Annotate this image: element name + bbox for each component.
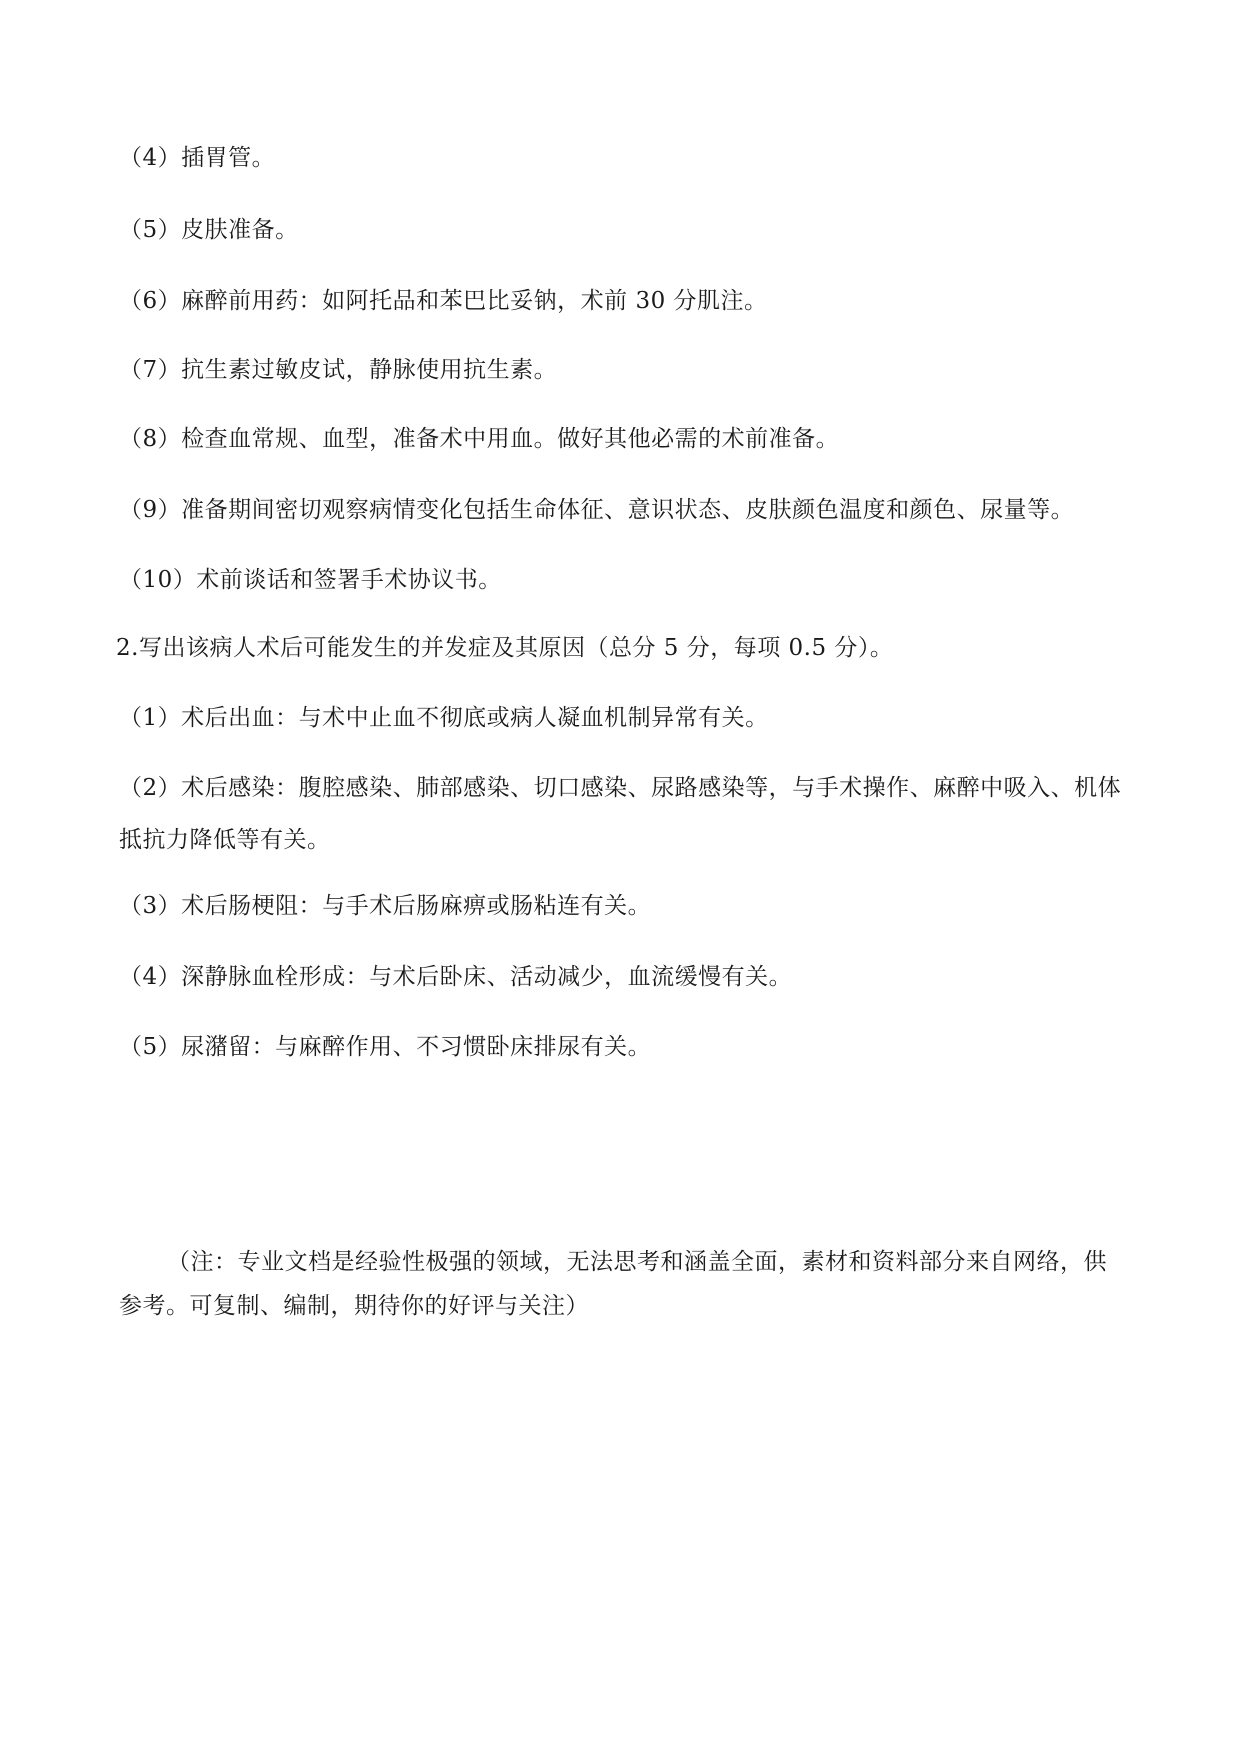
complication-3: （3）术后肠梗阻：与手术后肠麻痹或肠粘连有关。 [119,893,652,919]
prep-item-10: （10）术前谈话和签署手术协议书。 [119,567,502,593]
complication-2: （2）术后感染：腹腔感染、肺部感染、切口感染、尿路感染等，与手术操作、麻醉中吸入、机体抵抗力降低等有关。 [119,775,1122,853]
prep-item-7: （7）抗生素过敏皮试，静脉使用抗生素。 [119,357,558,383]
prep-item-9: （9）准备期间密切观察病情变化包括生命体征、意识状态、皮肤颜色温度和颜色、尿量等。 [119,497,1075,523]
prep-item-4: （4）插胃管。 [119,145,276,171]
disclaimer-note: （注：专业文档是经验性极强的领域，无法思考和涵盖全面，素材和资料部分来自网络，供参考。可复制、编制，期待你的好评与关注） [119,1249,1107,1319]
complication-1: （1）术后出血：与术中止血不彻底或病人凝血机制异常有关。 [119,705,769,731]
complication-5: （5）尿潴留：与麻醉作用、不习惯卧床排尿有关。 [119,1034,652,1060]
prep-item-5: （5）皮肤准备。 [119,217,299,243]
question-2-heading: 2.写出该病人术后可能发生的并发症及其原因（总分 5 分，每项 0.5 分）。 [116,635,894,661]
complication-4: （4）深静脉血栓形成：与术后卧床、活动减少，血流缓慢有关。 [119,964,793,990]
prep-item-8: （8）检查血常规、血型，准备术中用血。做好其他必需的术前准备。 [119,426,840,452]
prep-item-6: （6）麻醉前用药：如阿托品和苯巴比妥钠，术前 30 分肌注。 [119,288,768,314]
